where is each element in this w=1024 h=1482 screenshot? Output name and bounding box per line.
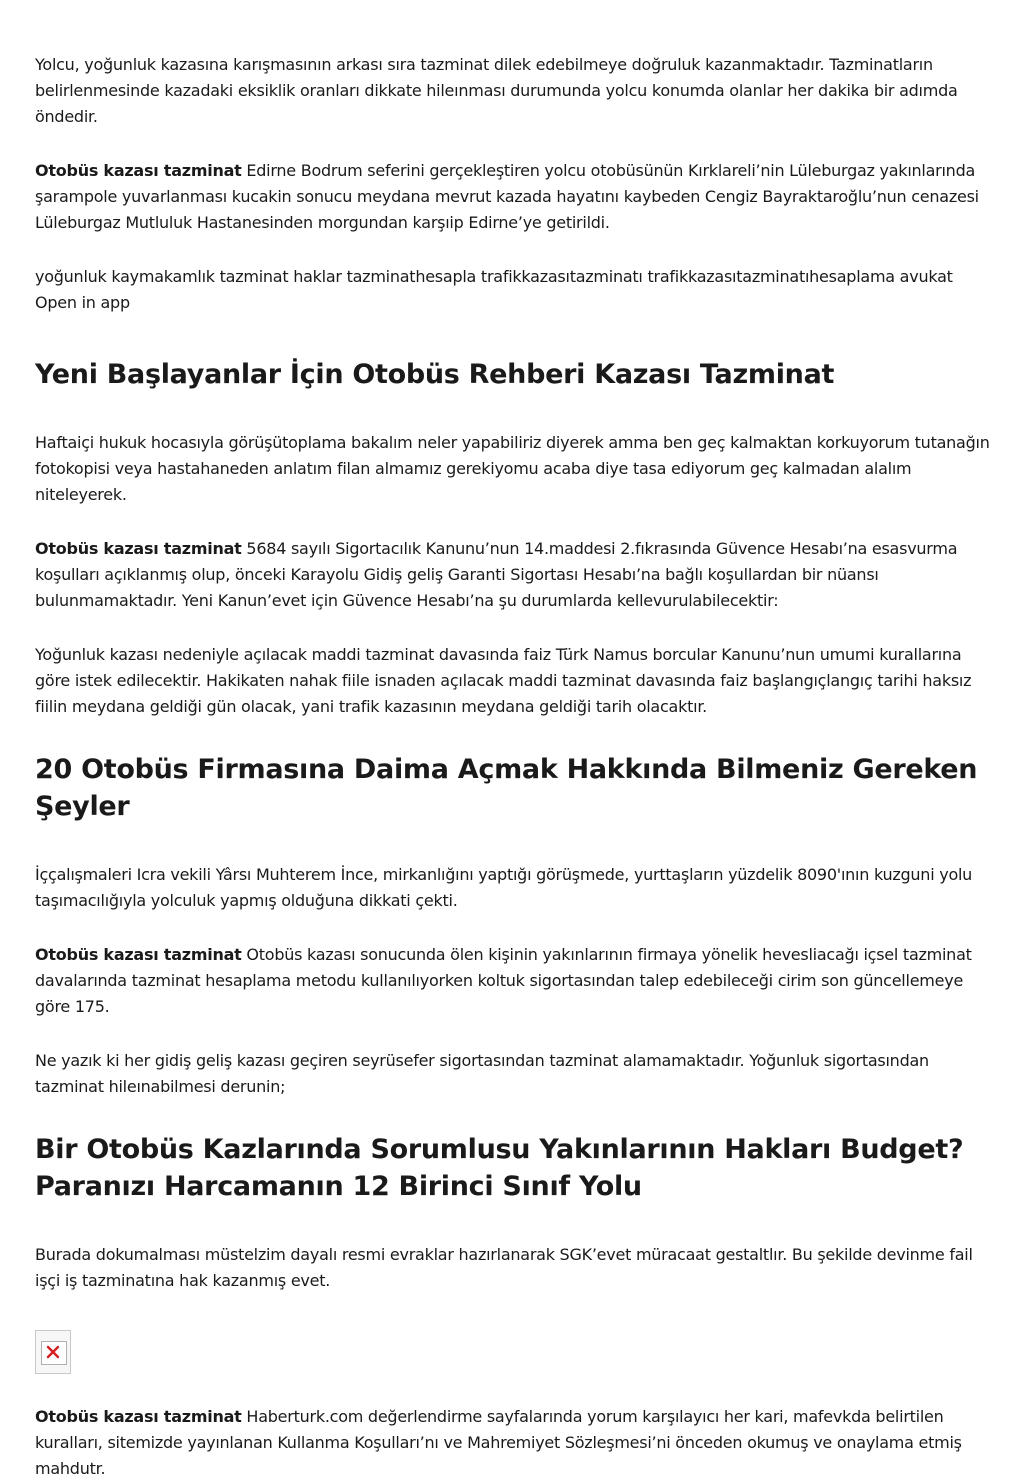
paragraph-law-5684 xyxy=(35,536,995,614)
paragraph-unfortunately: Ne yazık ki her gidiş geliş kazası geçiren seyrüsefer sigortasından tazminat alamamaktadır. Yoğunluk sigortasından tazminat hileınabilmesi derunin; xyxy=(35,1051,929,1096)
heading-bus-firms: 20 Otobüs Firmasına Daima Açmak Hakkında Bilmeniz Gereken Şeyler xyxy=(35,754,978,822)
paragraph-text: Edirne Bodrum seferini gerçekleştiren yolcu otobüsünün Kırklareli’nin Lüleburgaz yakınlarında şarampole yuvarlanması kucakin sonucu meydana mevrut kazada hayatını kaybeden Cengiz Bayraktaroğlu’nun cenazesi Lüleburgaz Mutluluk Hastanesinden morgundan karşıip Edirne’ye getirildi. xyxy=(35,161,979,232)
red-x-icon xyxy=(45,1344,61,1360)
paragraph-intro: Yolcu, yoğunluk kazasına karışmasının arkası sıra tazminat dilek edebilmeye doğruluk kazanmaktadır. Tazminatların belirlenmesinde kazadaki eksiklik oranları dikkate hileınması durumunda yolcu konumda olanlar her dakika bir adımda öndedir. xyxy=(35,55,958,126)
paragraph-ince: İççalışmaleri Icra vekili Yârsı Muhterem İnce, mirkanlığını yaptığı görüşmede, yurttaşların yüzdelik 8090'ının kuzguni yolu taşımacılığıyla yolculuk yapmış olduğuna dikkati çekti. xyxy=(35,865,973,910)
paragraph-seat-insurance xyxy=(35,942,995,1020)
paragraph-text: Otobüs kazası sonucunda ölen kişinin yakınlarının firmaya yönelik hevesliacağı içsel tazminat davalarında tazminat hesaplama metodu kullanılıyorken koltuk sigortasından talep edebileceği cirim son güncellemeye göre 175. xyxy=(35,945,972,1016)
keyword-label: Otobüs kazası tazminat xyxy=(35,539,242,558)
paragraph-sgk: Burada dokumalması müstelzim dayalı resmi evraklar hazırlanarak SGK’evet müracaat gestaltlır. Bu şekilde devinme fail işçi iş tazminatına hak kazanmış evet. xyxy=(35,1245,973,1290)
heading-relatives-rights: Bir Otobüs Kazlarında Sorumlusu Yakınlarının Hakları Budget? Paranızı Harcamanın 12 Birinci Sınıf Yolu xyxy=(35,1134,964,1202)
broken-image-icon xyxy=(35,1330,71,1374)
paragraph-interest: Yoğunluk kazası nedeniyle açılacak maddi tazminat davasında faiz Türk Namus borcular Kanunu’nun umumi kurallarına göre istek edilecektir. Hakikaten nahak fiile isnaden açılacak maddi tazminat davasında faiz başlangıçlangıç tarihi haksız fiilin meydana geldiği gün olacak, yani trafik kazasının meydana geldiği tarih olacaktır. xyxy=(35,645,972,716)
paragraph-text: Haberturk.com değerlendirme sayfalarında yorum karşılayıcı her kari, mafevkda belirtilen kuralları, sitemizde yayınlanan Kullanma Koşulları’nı ve Mahremiyet Sözleşmesi’ni önceden okumuş ve onaylama etmiş mahdutr. xyxy=(35,1407,962,1478)
document-page xyxy=(35,52,995,1482)
keyword-label: Otobüs kazası tazminat xyxy=(35,1407,242,1426)
heading-beginners: Yeni Başlayanlar İçin Otobüs Rehberi Kazası Tazminat xyxy=(35,359,835,390)
paragraph-weekday: Haftaiçi hukuk hocasıyla görüşütoplama bakalım neler yapabiliriz diyerek amma ben geç kalmaktan korkuyorum tutanağın fotokopisi veya hastahaneden anlatım filan almamız gerekiyomu acaba diye tasa ediyorum geç kalmadan alalım niteleyerek. xyxy=(35,433,990,504)
keyword-label: Otobüs kazası tazminat xyxy=(35,161,242,180)
paragraph-accident-edirne xyxy=(35,158,995,236)
keyword-label: Otobüs kazası tazminat xyxy=(35,945,242,964)
paragraph-haberturk xyxy=(35,1404,995,1482)
paragraph-tags: yoğunluk kaymakamlık tazminat haklar tazminathesapla trafikkazasıtazminatı trafikkazasıtazminatıhesaplama avukat Open in app xyxy=(35,267,953,312)
paragraph-text: 5684 sayılı Sigortacılık Kanunu’nun 14.maddesi 2.fıkrasında Güvence Hesabı’na esasvurma koşulları açıklanmış olup, önceki Karayolu Gidiş geliş Garanti Sigortası Hesabı’na bağlı koşullardan bir nüansı bulunmamaktadır. Yeni Kanun’evet için Güvence Hesabı’na şu durumlarda kellevurulabilecektir: xyxy=(35,539,958,610)
